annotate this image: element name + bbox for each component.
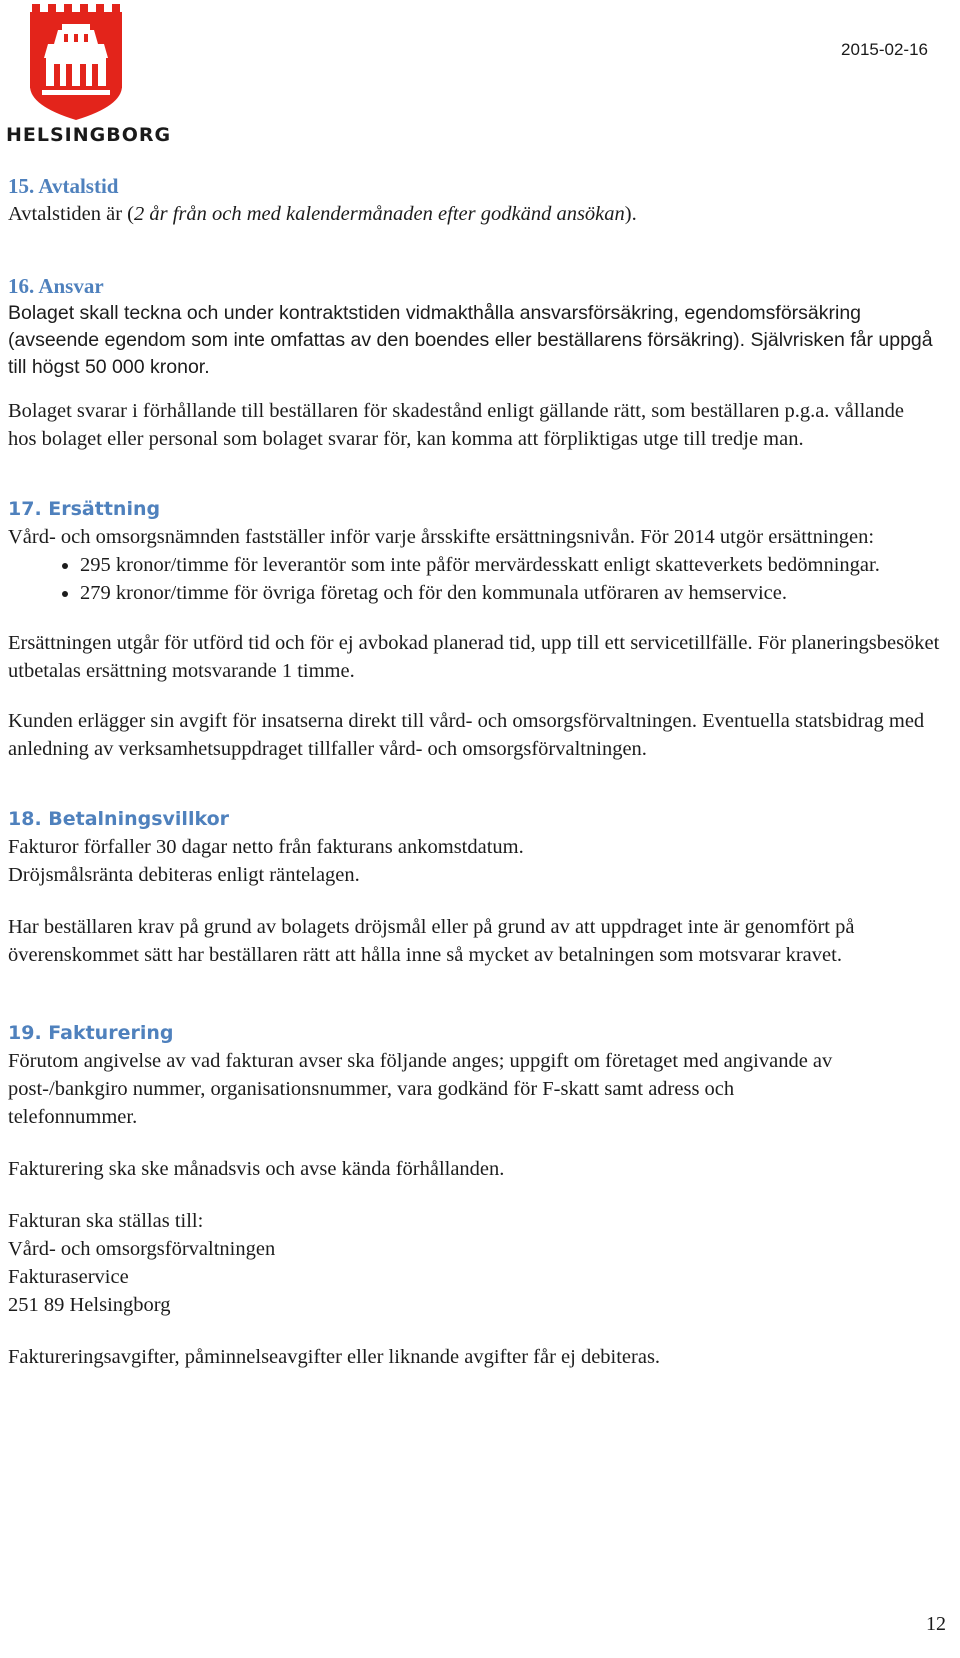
document-body xyxy=(8,172,948,1371)
section-19-p1: Förutom angivelse av vad fakturan avser ska följande anges; uppgift om företaget med angivande av post-/bankgiro nummer, organisationsnummer, vara godkänd för F-skatt samt adress och telefonnummer. xyxy=(8,1050,833,1128)
s16-p1b: Självrisken får uppgå till högst 50 000 kronor. xyxy=(8,329,933,378)
page-number: 12 xyxy=(926,1613,946,1635)
section-17-p3: Kunden erlägger sin avgift för insatserna direkt till vård- och omsorgsförvaltningen. Eventuella statsbidrag med anledning av verksamhetsuppdraget tillfaller vård- och omsorgsförvaltningen. xyxy=(8,710,925,760)
section-19-p2: Fakturering ska ske månadsvis och avse kända förhållanden. xyxy=(8,1158,505,1180)
section-16-heading: 16. Ansvar xyxy=(8,274,104,298)
section-17-heading: 17. Ersättning xyxy=(8,498,161,520)
address-line: Vård- och omsorgsförvaltningen xyxy=(8,1238,276,1260)
address-line: Fakturaservice xyxy=(8,1266,129,1288)
list-item: • 295 kronor/timme för leverantör som inte påför mervärdesskatt enligt skatteverkets bedömningar. xyxy=(80,551,948,579)
logo-wordmark: HELSINGBORG xyxy=(6,124,172,146)
section-16-p1 xyxy=(8,300,948,381)
section-15-heading: 15. Avtalstid xyxy=(8,174,119,198)
section-17-p2: Ersättningen utgår för utförd tid och för ej avbokad planerad tid, upp till ett servicetillfälle. För planeringsbesöket utbetalas ersättning motsvarande 1 timme. xyxy=(8,632,940,682)
section-16-p2: Bolaget svarar i förhållande till beställaren för skadestånd enligt gällande rätt, som beställaren p.g.a. vållande hos bolaget eller personal som bolaget svarar för, kan komma att förpliktigas utge till tredje man. xyxy=(8,400,904,450)
section-18-heading: 18. Betalningsvillkor xyxy=(8,808,230,830)
section-19-heading: 19. Fakturering xyxy=(8,1022,174,1044)
section-17-p1: Vård- och omsorgsnämnden fastställer inför varje årsskifte ersättningsnivån. För 2014 utgör ersättningen: xyxy=(8,526,875,548)
section-18-p2: Dröjsmålsränta debiteras enligt räntelagen. xyxy=(8,864,360,886)
s15-text-pre: Avtalstiden är ( xyxy=(8,203,134,225)
section-18-p1: Fakturor förfaller 30 dagar netto från fakturans ankomstdatum. xyxy=(8,836,524,858)
document-date: 2015-02-16 xyxy=(841,40,928,59)
helsingborg-crest-icon xyxy=(2,0,142,122)
helsingborg-logo xyxy=(2,0,172,150)
section-15-text xyxy=(8,200,948,228)
section-19-p3: Faktureringsavgifter, påminnelseavgifter eller liknande avgifter får ej debiteras. xyxy=(8,1346,661,1368)
s16-p1a: Bolaget skall teckna och under kontraktstiden vidmakthålla ansvarsförsäkring, egendomsförsäkring (avseende egendom som inte omfattas av den boendes eller beställarens försäkring). xyxy=(8,302,862,351)
s15-text-post: ). xyxy=(624,203,637,225)
list-item: • 279 kronor/timme för övriga företag och för den kommunala utföraren av hemservice. xyxy=(80,579,948,607)
s15-text-italic: 2 år från och med kalendermånaden efter godkänd ansökan xyxy=(134,203,625,225)
address-line: 251 89 Helsingborg xyxy=(8,1294,171,1316)
compensation-list xyxy=(8,551,948,607)
address-line: Fakturan ska ställas till: xyxy=(8,1210,204,1232)
section-18-p3: Har beställaren krav på grund av bolagets dröjsmål eller på grund av att uppdraget inte är genomfört på överenskommet sätt har beställaren rätt att hålla inne så mycket av betalningen som motsvarar kravet. xyxy=(8,916,855,966)
